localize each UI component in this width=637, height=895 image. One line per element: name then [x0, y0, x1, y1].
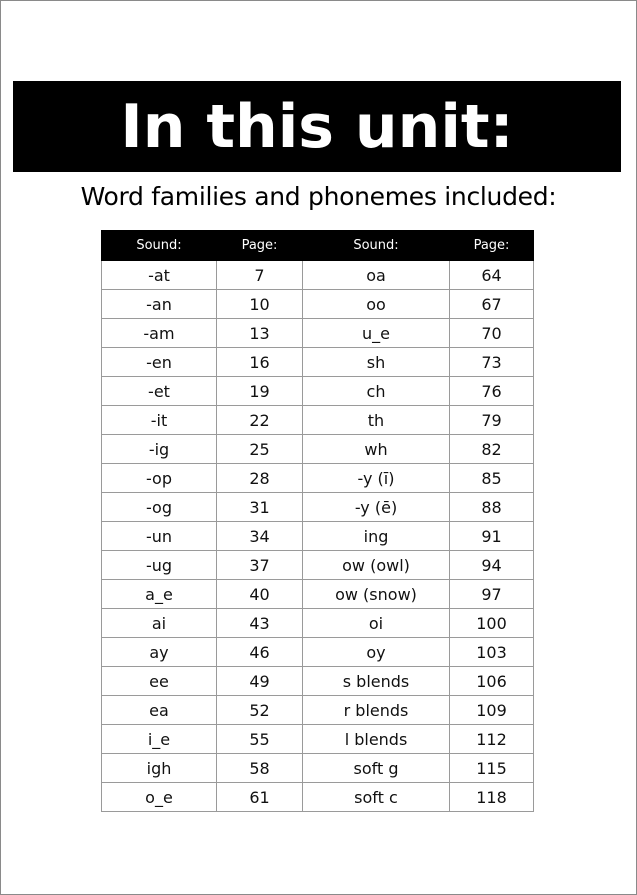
- cell-sound-right: ch: [303, 377, 450, 406]
- table-row: [102, 377, 534, 406]
- table-row: [102, 348, 534, 377]
- cell-sound-left: -un: [102, 522, 217, 551]
- word-families-table: [101, 230, 534, 812]
- cell-page-left: 43: [217, 609, 303, 638]
- cell-sound-left: ee: [102, 667, 217, 696]
- table-row: [102, 754, 534, 783]
- cell-sound-left: igh: [102, 754, 217, 783]
- cell-sound-left: -op: [102, 464, 217, 493]
- cell-page-right: 94: [450, 551, 534, 580]
- cell-sound-left: i_e: [102, 725, 217, 754]
- cell-page-left: 13: [217, 319, 303, 348]
- cell-page-right: 85: [450, 464, 534, 493]
- table-row: [102, 261, 534, 290]
- cell-page-left: 34: [217, 522, 303, 551]
- cell-sound-right: -y (ī): [303, 464, 450, 493]
- table-row: [102, 580, 534, 609]
- cell-sound-left: -ug: [102, 551, 217, 580]
- cell-page-left: 52: [217, 696, 303, 725]
- table-header-row: [102, 231, 534, 261]
- cell-sound-left: -at: [102, 261, 217, 290]
- header-page-right: Page:: [450, 231, 534, 261]
- cell-sound-left: -am: [102, 319, 217, 348]
- cell-sound-right: soft c: [303, 783, 450, 812]
- cell-page-right: 115: [450, 754, 534, 783]
- cell-page-left: 49: [217, 667, 303, 696]
- cell-page-left: 7: [217, 261, 303, 290]
- cell-page-right: 118: [450, 783, 534, 812]
- table-row: [102, 319, 534, 348]
- table-row: [102, 435, 534, 464]
- cell-sound-right: oa: [303, 261, 450, 290]
- cell-sound-left: -an: [102, 290, 217, 319]
- cell-page-left: 61: [217, 783, 303, 812]
- cell-sound-right: oi: [303, 609, 450, 638]
- table-row: [102, 696, 534, 725]
- cell-page-left: 16: [217, 348, 303, 377]
- table-row: [102, 609, 534, 638]
- cell-sound-right: th: [303, 406, 450, 435]
- cell-sound-right: ow (snow): [303, 580, 450, 609]
- table-row: [102, 638, 534, 667]
- cell-page-left: 37: [217, 551, 303, 580]
- cell-sound-left: -it: [102, 406, 217, 435]
- cell-page-right: 91: [450, 522, 534, 551]
- page-subtitle: Word families and phonemes included:: [80, 182, 557, 211]
- page-title: In this unit:: [120, 91, 514, 162]
- table-row: [102, 783, 534, 812]
- cell-page-right: 97: [450, 580, 534, 609]
- cell-sound-right: wh: [303, 435, 450, 464]
- cell-page-right: 109: [450, 696, 534, 725]
- table-row: [102, 522, 534, 551]
- cell-sound-right: u_e: [303, 319, 450, 348]
- cell-sound-left: a_e: [102, 580, 217, 609]
- cell-page-left: 31: [217, 493, 303, 522]
- cell-page-left: 40: [217, 580, 303, 609]
- table-row: [102, 493, 534, 522]
- cell-page-left: 10: [217, 290, 303, 319]
- cell-sound-right: -y (ē): [303, 493, 450, 522]
- title-banner: [13, 81, 621, 172]
- cell-page-right: 76: [450, 377, 534, 406]
- cell-sound-right: oo: [303, 290, 450, 319]
- cell-sound-right: ing: [303, 522, 450, 551]
- cell-sound-left: ea: [102, 696, 217, 725]
- cell-sound-right: soft g: [303, 754, 450, 783]
- table-row: [102, 406, 534, 435]
- cell-page-left: 58: [217, 754, 303, 783]
- table-row: [102, 725, 534, 754]
- cell-page-right: 79: [450, 406, 534, 435]
- cell-sound-left: ai: [102, 609, 217, 638]
- header-page-left: Page:: [217, 231, 303, 261]
- table-body: [102, 261, 534, 812]
- cell-sound-left: -en: [102, 348, 217, 377]
- cell-sound-left: -et: [102, 377, 217, 406]
- cell-page-right: 88: [450, 493, 534, 522]
- cell-sound-right: oy: [303, 638, 450, 667]
- cell-page-left: 46: [217, 638, 303, 667]
- cell-page-right: 67: [450, 290, 534, 319]
- cell-sound-right: sh: [303, 348, 450, 377]
- cell-page-right: 82: [450, 435, 534, 464]
- cell-page-right: 73: [450, 348, 534, 377]
- cell-sound-right: r blends: [303, 696, 450, 725]
- cell-page-left: 55: [217, 725, 303, 754]
- table-row: [102, 464, 534, 493]
- cell-page-right: 70: [450, 319, 534, 348]
- table-row: [102, 667, 534, 696]
- cell-sound-left: -ig: [102, 435, 217, 464]
- cell-page-left: 28: [217, 464, 303, 493]
- header-sound-right: Sound:: [303, 231, 450, 261]
- cell-sound-right: l blends: [303, 725, 450, 754]
- cell-sound-left: ay: [102, 638, 217, 667]
- cell-page-left: 19: [217, 377, 303, 406]
- cell-sound-right: ow (owl): [303, 551, 450, 580]
- header-sound-left: Sound:: [102, 231, 217, 261]
- table-row: [102, 551, 534, 580]
- cell-page-right: 106: [450, 667, 534, 696]
- cell-page-right: 103: [450, 638, 534, 667]
- cell-sound-left: o_e: [102, 783, 217, 812]
- cell-page-right: 112: [450, 725, 534, 754]
- cell-sound-right: s blends: [303, 667, 450, 696]
- cell-page-left: 25: [217, 435, 303, 464]
- cell-page-left: 22: [217, 406, 303, 435]
- table-row: [102, 290, 534, 319]
- cell-page-right: 100: [450, 609, 534, 638]
- cell-page-right: 64: [450, 261, 534, 290]
- cell-sound-left: -og: [102, 493, 217, 522]
